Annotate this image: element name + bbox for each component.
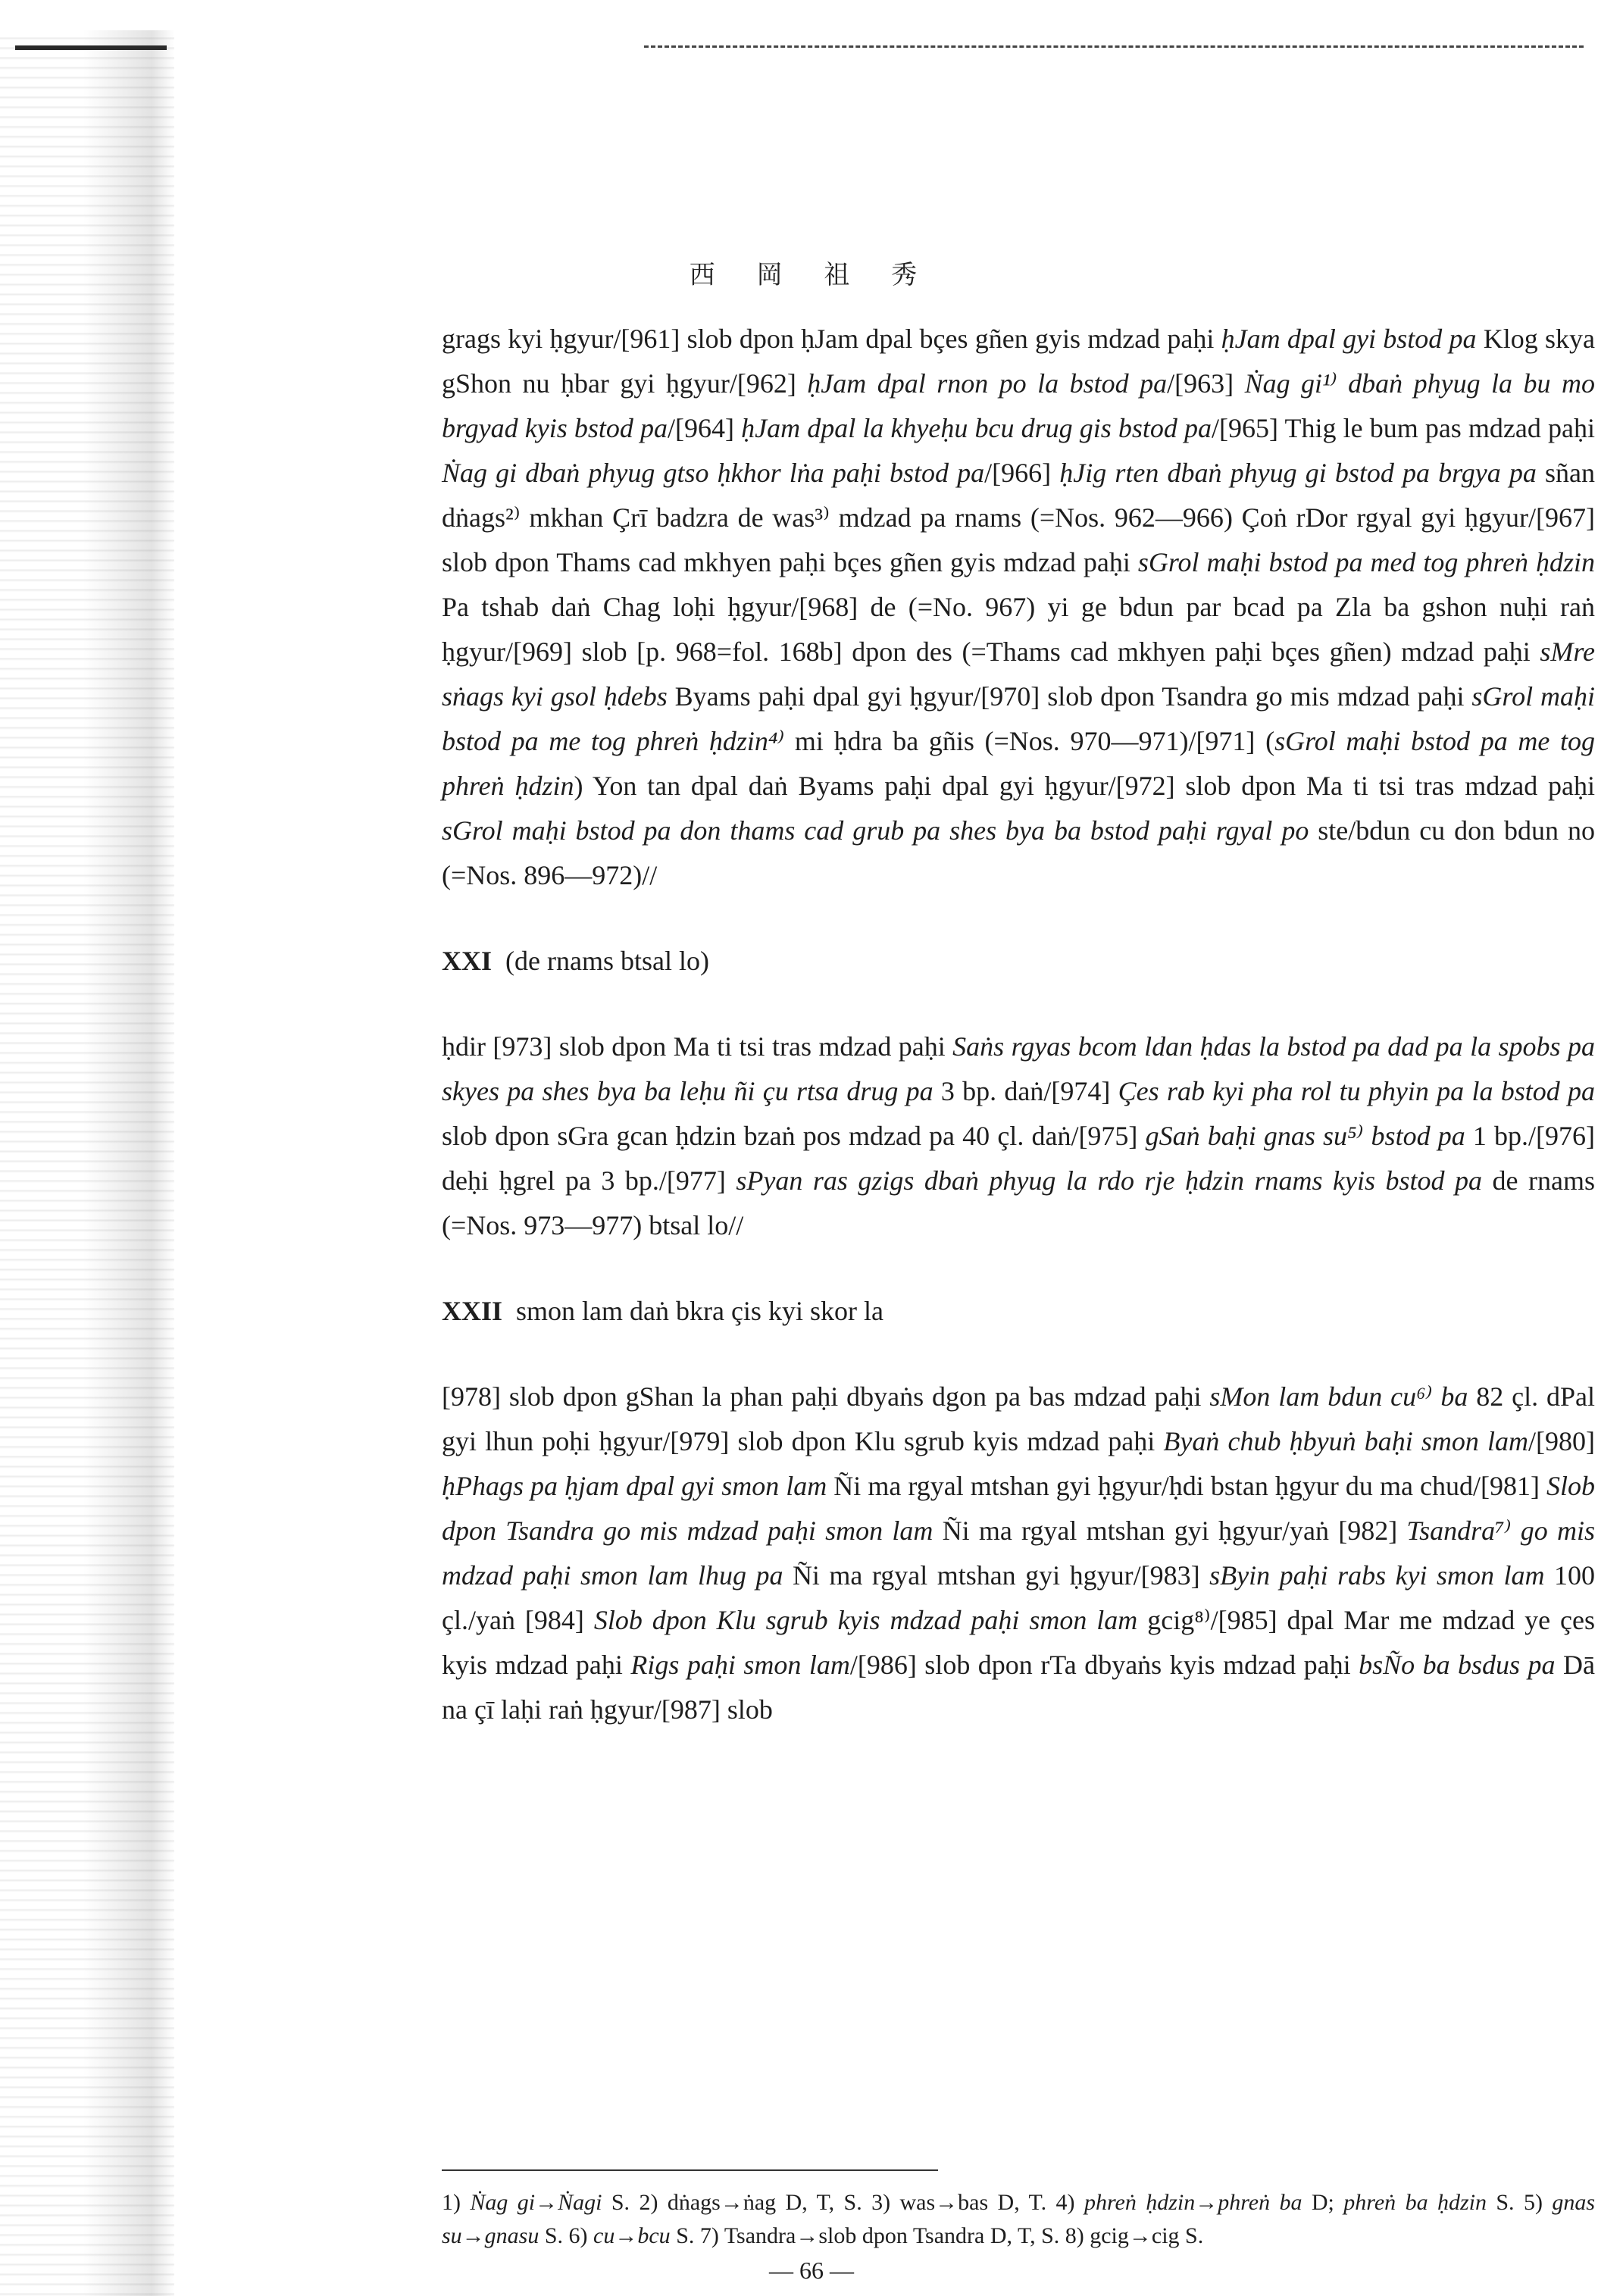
paragraph-1 — [442, 317, 1595, 898]
body-text — [442, 317, 1595, 1732]
text-run: 100 çl./yaṅ [984] — [442, 1560, 1596, 1635]
italic-title-run: Saṅs rgyas bcom ldan ḥdas la bstod pa dad pa la spobs pa skyes pa shes bya ba leḥu ñi çu rtsa drug pa — [442, 1031, 1595, 1106]
text-run: Ñi ma rgyal mtshan gyi ḥgyur/[983] — [783, 1560, 1210, 1591]
text-run: Ñi ma rgyal mtshan gyi ḥgyur/yaṅ [982] — [933, 1516, 1407, 1546]
text-run: ste/bdun cu don bdun no (=Nos. 896—972)// — [442, 815, 1595, 890]
section-number: XXI — [442, 946, 493, 976]
footnote-line — [442, 2186, 1595, 2253]
text-run: S. 5) — [1486, 2190, 1553, 2215]
text-run: ḥdir [973] slob dpon Ma ti tsi tras mdzad paḥi — [442, 1031, 953, 1062]
scan-top-line — [644, 45, 1584, 48]
text-run: 3 bp. daṅ/[974] — [933, 1076, 1118, 1106]
italic-title-run: gSaṅ baḥi gnas su⁵⁾ bstod pa — [1145, 1121, 1465, 1151]
italic-title-run: Slob dpon Klu sgrub kyis mdzad paḥi smon lam — [593, 1605, 1138, 1635]
text-run: gcig⁸⁾/[985] dpal Mar me mdzad ye çes kyis mdzad paḥi — [442, 1605, 1596, 1680]
italic-title-run: Çes rab kyi pha rol tu phyin pa la bstod pa — [1118, 1076, 1596, 1106]
section-number: XXII — [442, 1296, 503, 1326]
section-heading-xxii — [442, 1289, 1595, 1334]
italic-title-run: ḥPhags pa ḥjam dpal gyi smon lam — [442, 1471, 827, 1501]
italic-title-run: Ṅag gi dbaṅ phyug gtso ḥkhor lṅa paḥi bstod pa — [442, 458, 985, 488]
italic-title-run: Slob dpon Tsandra go mis mdzad paḥi smon lam — [442, 1471, 1596, 1546]
italic-title-run: ḥJam dpal la khyeḥu bcu drug gis bstod pa — [741, 413, 1212, 443]
italic-title-run: ḥJig rten dbaṅ phyug gi bstod pa brgya pa — [1059, 458, 1537, 488]
italic-title-run: Byaṅ chub ḥbyuṅ baḥi smon lam — [1163, 1426, 1529, 1456]
scan-margin-shadow — [0, 30, 174, 2296]
scan-edge-line — [15, 45, 167, 50]
text-run: /[980] — [1528, 1426, 1595, 1456]
section-heading-xxi — [442, 939, 1595, 984]
text-run: ) Yon tan dpal daṅ Byams paḥi dpal gyi ḥgyur/[972] slob dpon Ma ti tsi tras mdzad paḥi — [574, 771, 1595, 801]
text-run: Byams paḥi dpal gyi ḥgyur/[970] slob dpon Tsandra go mis mdzad paḥi — [667, 681, 1472, 712]
section-title: (de rnams btsal lo) — [505, 946, 709, 976]
italic-title-run: cu→bcu — [593, 2223, 671, 2248]
text-run: Dā na çī laḥi raṅ ḥgyur/[987] slob — [442, 1650, 1596, 1725]
text-run: /[963] — [1167, 368, 1245, 399]
italic-title-run: Tsandra⁷⁾ go mis mdzad paḥi smon lam lhug pa — [442, 1516, 1595, 1591]
italic-title-run: sGrol maḥi bstod pa me tog phreṅ ḥdzin — [442, 726, 1595, 801]
text-run: slob dpon sGra gcan ḥdzin bzaṅ pos mdzad pa 40 çl. daṅ/[975] — [442, 1121, 1146, 1151]
italic-title-run: Ṅag gi→Ṅagi — [470, 2190, 602, 2215]
italic-title-run: sGrol maḥi bstod pa me tog phreṅ ḥdzin⁴⁾ — [442, 681, 1595, 756]
page-number: — 66 — — [769, 2257, 854, 2284]
text-run: S. 2) dṅags→ṅag D, T, S. 3) was→bas D, T. 4) — [602, 2190, 1084, 2215]
text-run: S. 7) Tsandra→slob dpon Tsandra D, T, S. 8) gcig→cig S. — [670, 2223, 1204, 2248]
text-run: S. 6) — [539, 2223, 594, 2248]
text-run: Ñi ma rgyal mtshan gyi ḥgyur/ḥdi bstan ḥgyur du ma chud/[981] — [827, 1471, 1546, 1501]
text-run: mi ḥdra ba gñis (=Nos. 970—971)/[971] ( — [784, 726, 1275, 756]
text-run: D; — [1302, 2190, 1344, 2215]
text-run: Pa tshab daṅ Chag loḥi ḥgyur/[968] de (=No. 967) yi ge bdun par bcad pa Zla ba gshon nuḥi raṅ ḥgyur/[969] slob [p. 968=fol. 168b] dpon des (=Thams cad mkhyen paḥi bçes gñen) mdzad paḥi — [442, 592, 1595, 667]
text-run: sñan dṅags²⁾ mkhan Çrī badzra de was³⁾ mdzad pa rnams (=Nos. 962—966) Çoṅ rDor rgyal gyi ḥgyur/[967] slob dpon Thams cad mkhyen paḥi bçes gñen gyis mdzad paḥi — [442, 458, 1595, 577]
section-xxi-text — [442, 1024, 1595, 1248]
italic-title-run: sMon lam bdun cu⁶⁾ ba — [1209, 1381, 1468, 1412]
text-run: 1 bp./[976] deḥi ḥgrel pa 3 bp./[977] — [442, 1121, 1596, 1196]
text-run: Klog skya gShon nu ḥbar gyi ḥgyur/[962] — [442, 324, 1595, 399]
italic-title-run: sPyan ras gzigs dbaṅ phyug la rdo rje ḥdzin rnams kyis bstod pa — [736, 1165, 1483, 1196]
italic-title-run: sGrol maḥi bstod pa don thams cad grub pa shes bya ba bstod paḥi rgyal po — [442, 815, 1309, 846]
section-xxii-text — [442, 1375, 1595, 1732]
italic-title-run: sGrol maḥi bstod pa med tog phreṅ ḥdzin — [1137, 547, 1596, 577]
text-run: grags kyi ḥgyur/[961] slob dpon ḥJam dpal bçes gñen gyis mdzad paḥi — [442, 324, 1221, 354]
italic-title-run: bsÑo ba bsdus pa — [1359, 1650, 1556, 1680]
section-title: smon lam daṅ bkra çis kyi skor la — [516, 1296, 883, 1326]
italic-title-run: ḥJam dpal rnon po la bstod pa — [807, 368, 1168, 399]
italic-title-run: phreṅ ḥdzin→phreṅ ba — [1084, 2190, 1302, 2215]
text-run: [978] slob dpon gShan la phan paḥi dbyaṅs dgon pa bas mdzad paḥi — [442, 1381, 1210, 1412]
italic-title-run: sMre sṅags kyi gsol ḥdebs — [442, 637, 1595, 712]
italic-title-run: Ṅag gi¹⁾ dbaṅ phyug la bu mo brgyad kyis bstod pa — [442, 368, 1595, 443]
italic-title-run: phreṅ ba ḥdzin — [1343, 2190, 1487, 2215]
text-run: /[966] — [984, 458, 1060, 488]
text-run: 1) — [442, 2190, 471, 2215]
footnotes — [442, 2186, 1595, 2253]
text-run: /[964] — [668, 413, 742, 443]
footnote-divider — [442, 2169, 938, 2171]
italic-title-run: gnas su→gnasu — [442, 2190, 1596, 2248]
text-run: /[965] Thig le bum pas mdzad paḥi — [1212, 413, 1595, 443]
text-run: /[986] slob dpon rTa dbyaṅs kyis mdzad paḥi — [849, 1650, 1359, 1680]
text-run: 82 çl. dPal gyi lhun poḥi ḥgyur/[979] slob dpon Klu sgrub kyis mdzad paḥi — [442, 1381, 1595, 1456]
italic-title-run: sByin paḥi rabs kyi smon lam — [1209, 1560, 1545, 1591]
text-run: de rnams (=Nos. 973—977) btsal lo// — [442, 1165, 1595, 1240]
italic-title-run: ḥJam dpal gyi bstod pa — [1221, 324, 1477, 354]
running-head: 西 岡 祖 秀 — [689, 260, 934, 290]
italic-title-run: Rigs paḥi smon lam — [630, 1650, 850, 1680]
